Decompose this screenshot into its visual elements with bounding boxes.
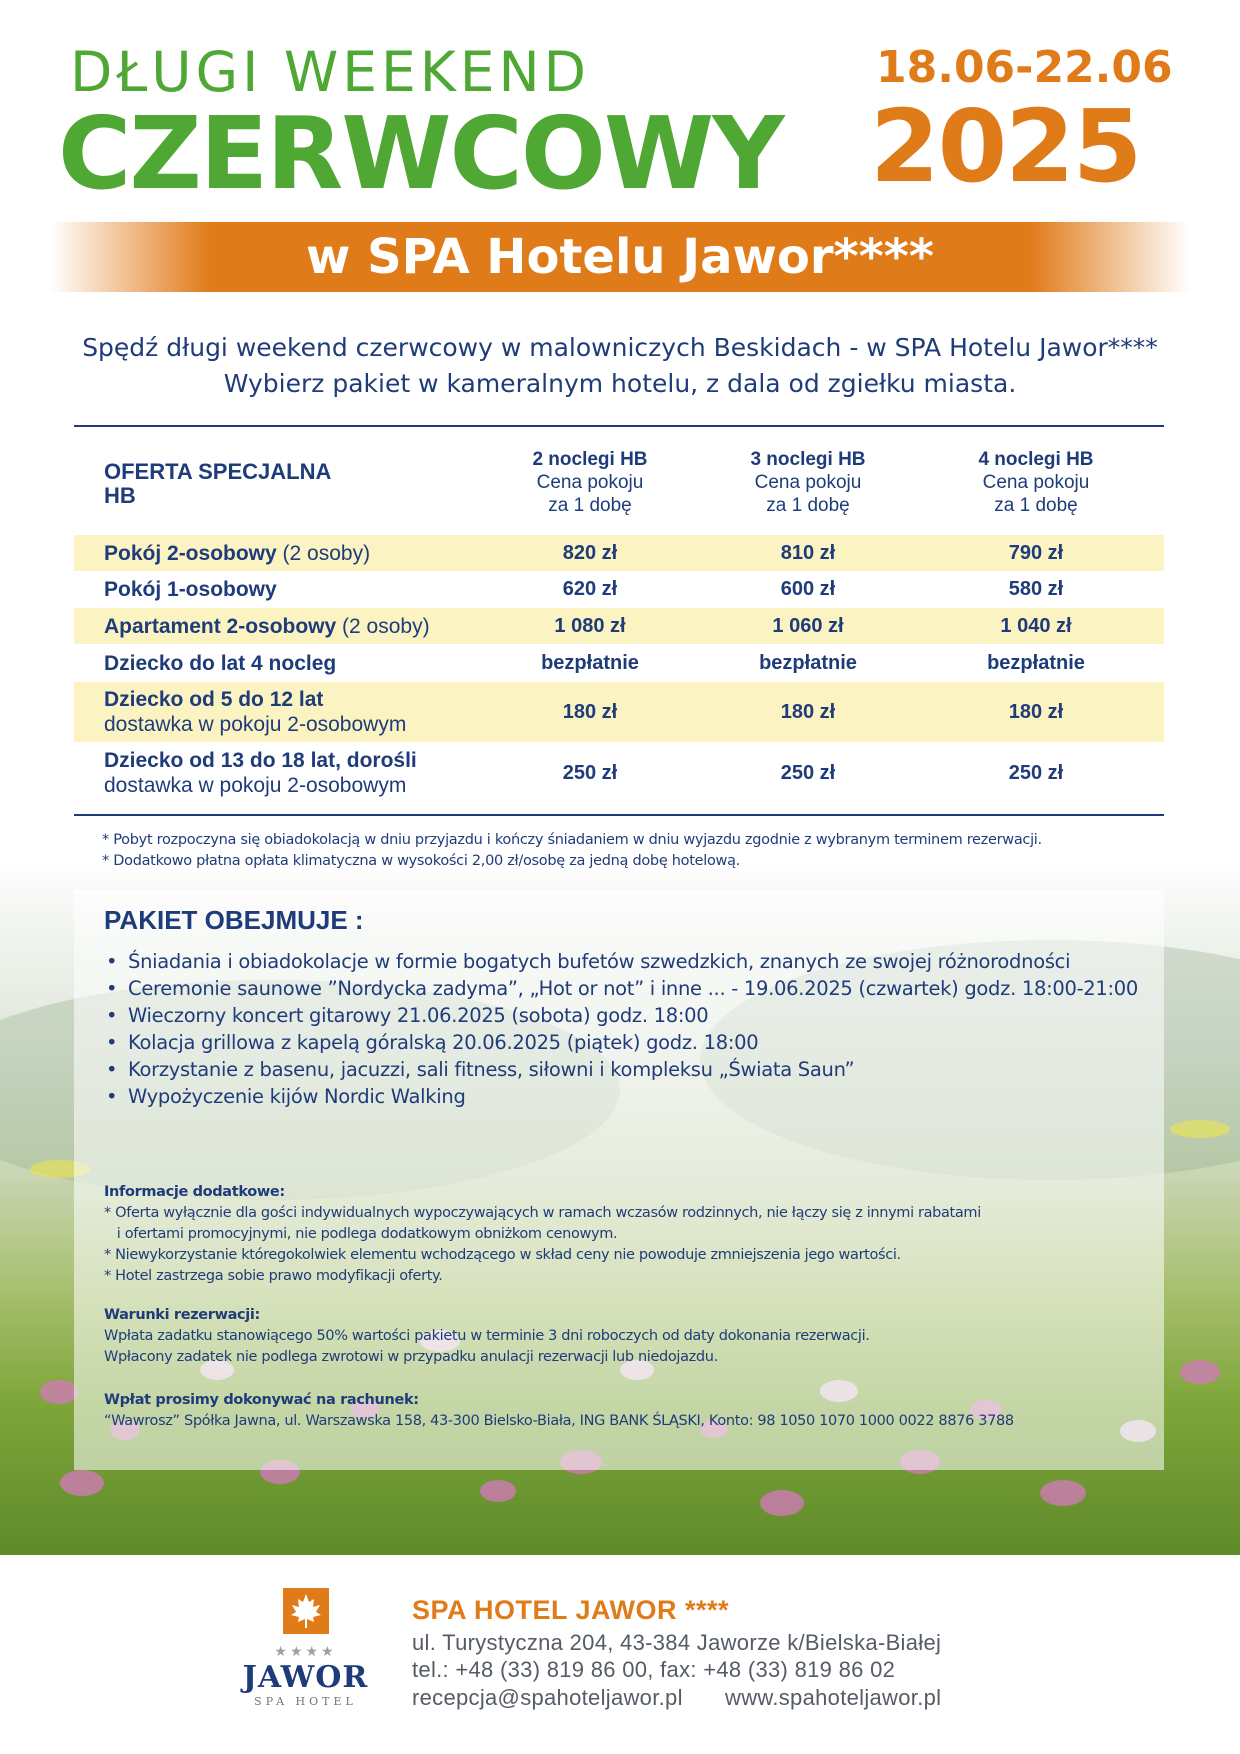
column-title: 4 noclegi HB: [978, 449, 1094, 470]
price-cell: 250 zł: [562, 761, 618, 784]
conditions-heading: Warunki rezerwacji:: [104, 1307, 260, 1323]
intro-line-2: Wybierz pakiet w kameralnym hotelu, z dala od zgiełku miasta.: [223, 369, 1017, 398]
column-subtitle: Cena pokoju: [536, 472, 644, 493]
table-row: [74, 535, 1164, 571]
price-cell: 820 zł: [562, 541, 618, 564]
list-item: • Wieczorny koncert gitarowy 21.06.2025 (sobota) godz. 18:00: [104, 1002, 1138, 1029]
package-list: [104, 948, 1138, 1110]
info-line: * Niewykorzystanie któregokolwiek elementu wchodzącego w skład ceny nie powoduje zmniejszenia jego wartości.: [104, 1247, 901, 1263]
additional-info: [104, 1182, 981, 1287]
table-row: [74, 682, 1164, 742]
hotel-banner: w SPA Hotelu Jawor****: [50, 222, 1190, 292]
info-line: i ofertami promocyjnymi, nie podlega dodatkowym obniżkom cenowym.: [104, 1226, 618, 1242]
table-row: [74, 644, 1164, 682]
price-cell: 790 zł: [1008, 541, 1064, 564]
table-top-rule: [74, 425, 1164, 427]
footnotes: [102, 830, 1042, 872]
logo-stars: ★★★★: [274, 1643, 337, 1659]
price-cell: bezpłatnie: [541, 651, 639, 674]
table-row: [74, 742, 1164, 804]
date-range: 18.06-22.06: [876, 42, 1173, 93]
price-cell: 1 060 zł: [772, 614, 844, 637]
price-cell: 600 zł: [780, 578, 836, 600]
offer-label-line-2: HB: [104, 483, 136, 508]
price-cell: 180 zł: [562, 700, 618, 723]
table-row: [74, 608, 1164, 644]
price-cell: 1 080 zł: [554, 614, 626, 637]
hotel-logo: [238, 1588, 373, 1708]
booking-conditions: [104, 1305, 870, 1368]
row-label: Dziecko do lat 4 nocleg: [104, 651, 337, 675]
column-header-2-nights: [490, 448, 690, 517]
headline-top: DŁUGI WEEKEND: [70, 40, 591, 104]
footer-address: ul. Turystyczna 204, 43-384 Jaworze k/Bielska-Białej: [412, 1630, 942, 1655]
table-header: [74, 430, 1164, 535]
intro-text: [70, 330, 1170, 402]
footer-hotel-name: SPA HOTEL JAWOR ****: [412, 1595, 730, 1625]
row-label: Dziecko od 13 do 18 lat, dorośli dostawka w pokoju 2-osobowym: [104, 749, 417, 797]
payment-info: [104, 1390, 1014, 1432]
price-cell: 250 zł: [780, 761, 836, 784]
list-item: • Kolacja grillowa z kapelą góralską 20.06.2025 (piątek) godz. 18:00: [104, 1029, 1138, 1056]
column-subtitle: Cena pokoju: [754, 472, 862, 493]
year: 2025: [870, 88, 1141, 205]
column-subtitle: Cena pokoju: [982, 472, 1090, 493]
column-subtitle: za 1 dobę: [994, 495, 1078, 516]
column-subtitle: za 1 dobę: [548, 495, 632, 516]
table-bottom-rule: [74, 814, 1164, 816]
column-header-3-nights: [708, 448, 908, 517]
list-item: • Śniadania i obiadokolacje w formie bogatych bufetów szwedzkich, znanych ze swojej różnorodności: [104, 948, 1138, 975]
price-cell: 620 zł: [562, 578, 618, 600]
info-line: * Oferta wyłącznie dla gości indywidualnych wypoczywających w ramach wczasów rodzinnych, nie łączy się z innymi rabatami: [104, 1205, 981, 1221]
intro-line-1: Spędź długi weekend czerwcowy w malowniczych Beskidach - w SPA Hotelu Jawor****: [82, 333, 1158, 362]
row-label: Apartament 2-osobowy (2 osoby): [104, 614, 430, 638]
price-cell: 250 zł: [1008, 761, 1064, 784]
footer-email-link[interactable]: recepcja@spahoteljawor.pl: [412, 1685, 683, 1710]
payment-heading: Wpłat prosimy dokonywać na rachunek:: [104, 1392, 419, 1408]
row-label: Pokój 1-osobowy: [104, 578, 277, 601]
conditions-line: Wpłata zadatku stanowiącego 50% wartości pakietu w terminie 3 dni roboczych od daty dokonania rezerwacji.: [104, 1328, 870, 1344]
offer-label: [104, 460, 331, 508]
logo-subtitle: SPA HOTEL: [254, 1695, 357, 1708]
price-cell: 1 040 zł: [1000, 614, 1072, 637]
list-item: • Ceremonie saunowe ”Nordycka zadyma”, „Hot or not” i inne ... - 19.06.2025 (czwartek) godz. 18:00-21:00: [104, 975, 1138, 1002]
maple-leaf-icon: [283, 1588, 329, 1634]
column-header-4-nights: [936, 448, 1136, 517]
footer-phones: tel.: +48 (33) 819 86 00, fax: +48 (33) 819 86 02: [412, 1657, 896, 1682]
package-title: PAKIET OBEJMUJE :: [104, 905, 364, 935]
headline-main: CZERWCOWY: [58, 95, 783, 212]
logo-name: JAWOR: [242, 1660, 369, 1695]
conditions-line: Wpłacony zadatek nie podlega zwrotowi w przypadku anulacji rezerwacji lub niedojazdu.: [104, 1349, 718, 1365]
column-title: 2 noclegi HB: [532, 449, 648, 470]
footer-website-link[interactable]: www.spahoteljawor.pl: [725, 1685, 942, 1710]
price-cell: 180 zł: [780, 700, 836, 723]
offer-label-line-1: OFERTA SPECJALNA: [104, 459, 332, 484]
list-item: • Korzystanie z basenu, jacuzzi, sali fitness, siłowni i kompleksu „Świata Saun”: [104, 1056, 1138, 1083]
row-label: Dziecko od 5 do 12 lat dostawka w pokoju 2-osobowym: [104, 688, 407, 736]
price-cell: bezpłatnie: [987, 651, 1085, 674]
payment-line: “Wawrosz” Spółka Jawna, ul. Warszawska 158, 43-300 Bielsko-Biała, ING BANK ŚLĄSKI, Konto: 98 1050 1070 1000 0022 8876 3788: [104, 1413, 1014, 1429]
table-row: [74, 571, 1164, 608]
column-subtitle: za 1 dobę: [766, 495, 850, 516]
footnote: * Pobyt rozpoczyna się obiadokolacją w dniu przyjazdu i kończy śniadaniem w dniu wyjazdu zgodnie z wybranym terminem rezerwacji.: [102, 832, 1042, 848]
price-cell: 180 zł: [1008, 700, 1064, 723]
price-table: [74, 430, 1164, 804]
footnote: * Dodatkowo płatna opłata klimatyczna w wysokości 2,00 zł/osobę za jedną dobę hotelową.: [102, 853, 740, 869]
price-cell: 580 zł: [1008, 578, 1064, 600]
info-heading: Informacje dodatkowe:: [104, 1184, 285, 1200]
row-label: Pokój 2-osobowy (2 osoby): [104, 541, 371, 565]
info-line: * Hotel zastrzega sobie prawo modyfikacji oferty.: [104, 1268, 443, 1284]
price-cell: bezpłatnie: [759, 651, 857, 674]
price-cell: 810 zł: [780, 541, 836, 564]
list-item: • Wypożyczenie kijów Nordic Walking: [104, 1083, 1138, 1110]
column-title: 3 noclegi HB: [750, 449, 866, 470]
